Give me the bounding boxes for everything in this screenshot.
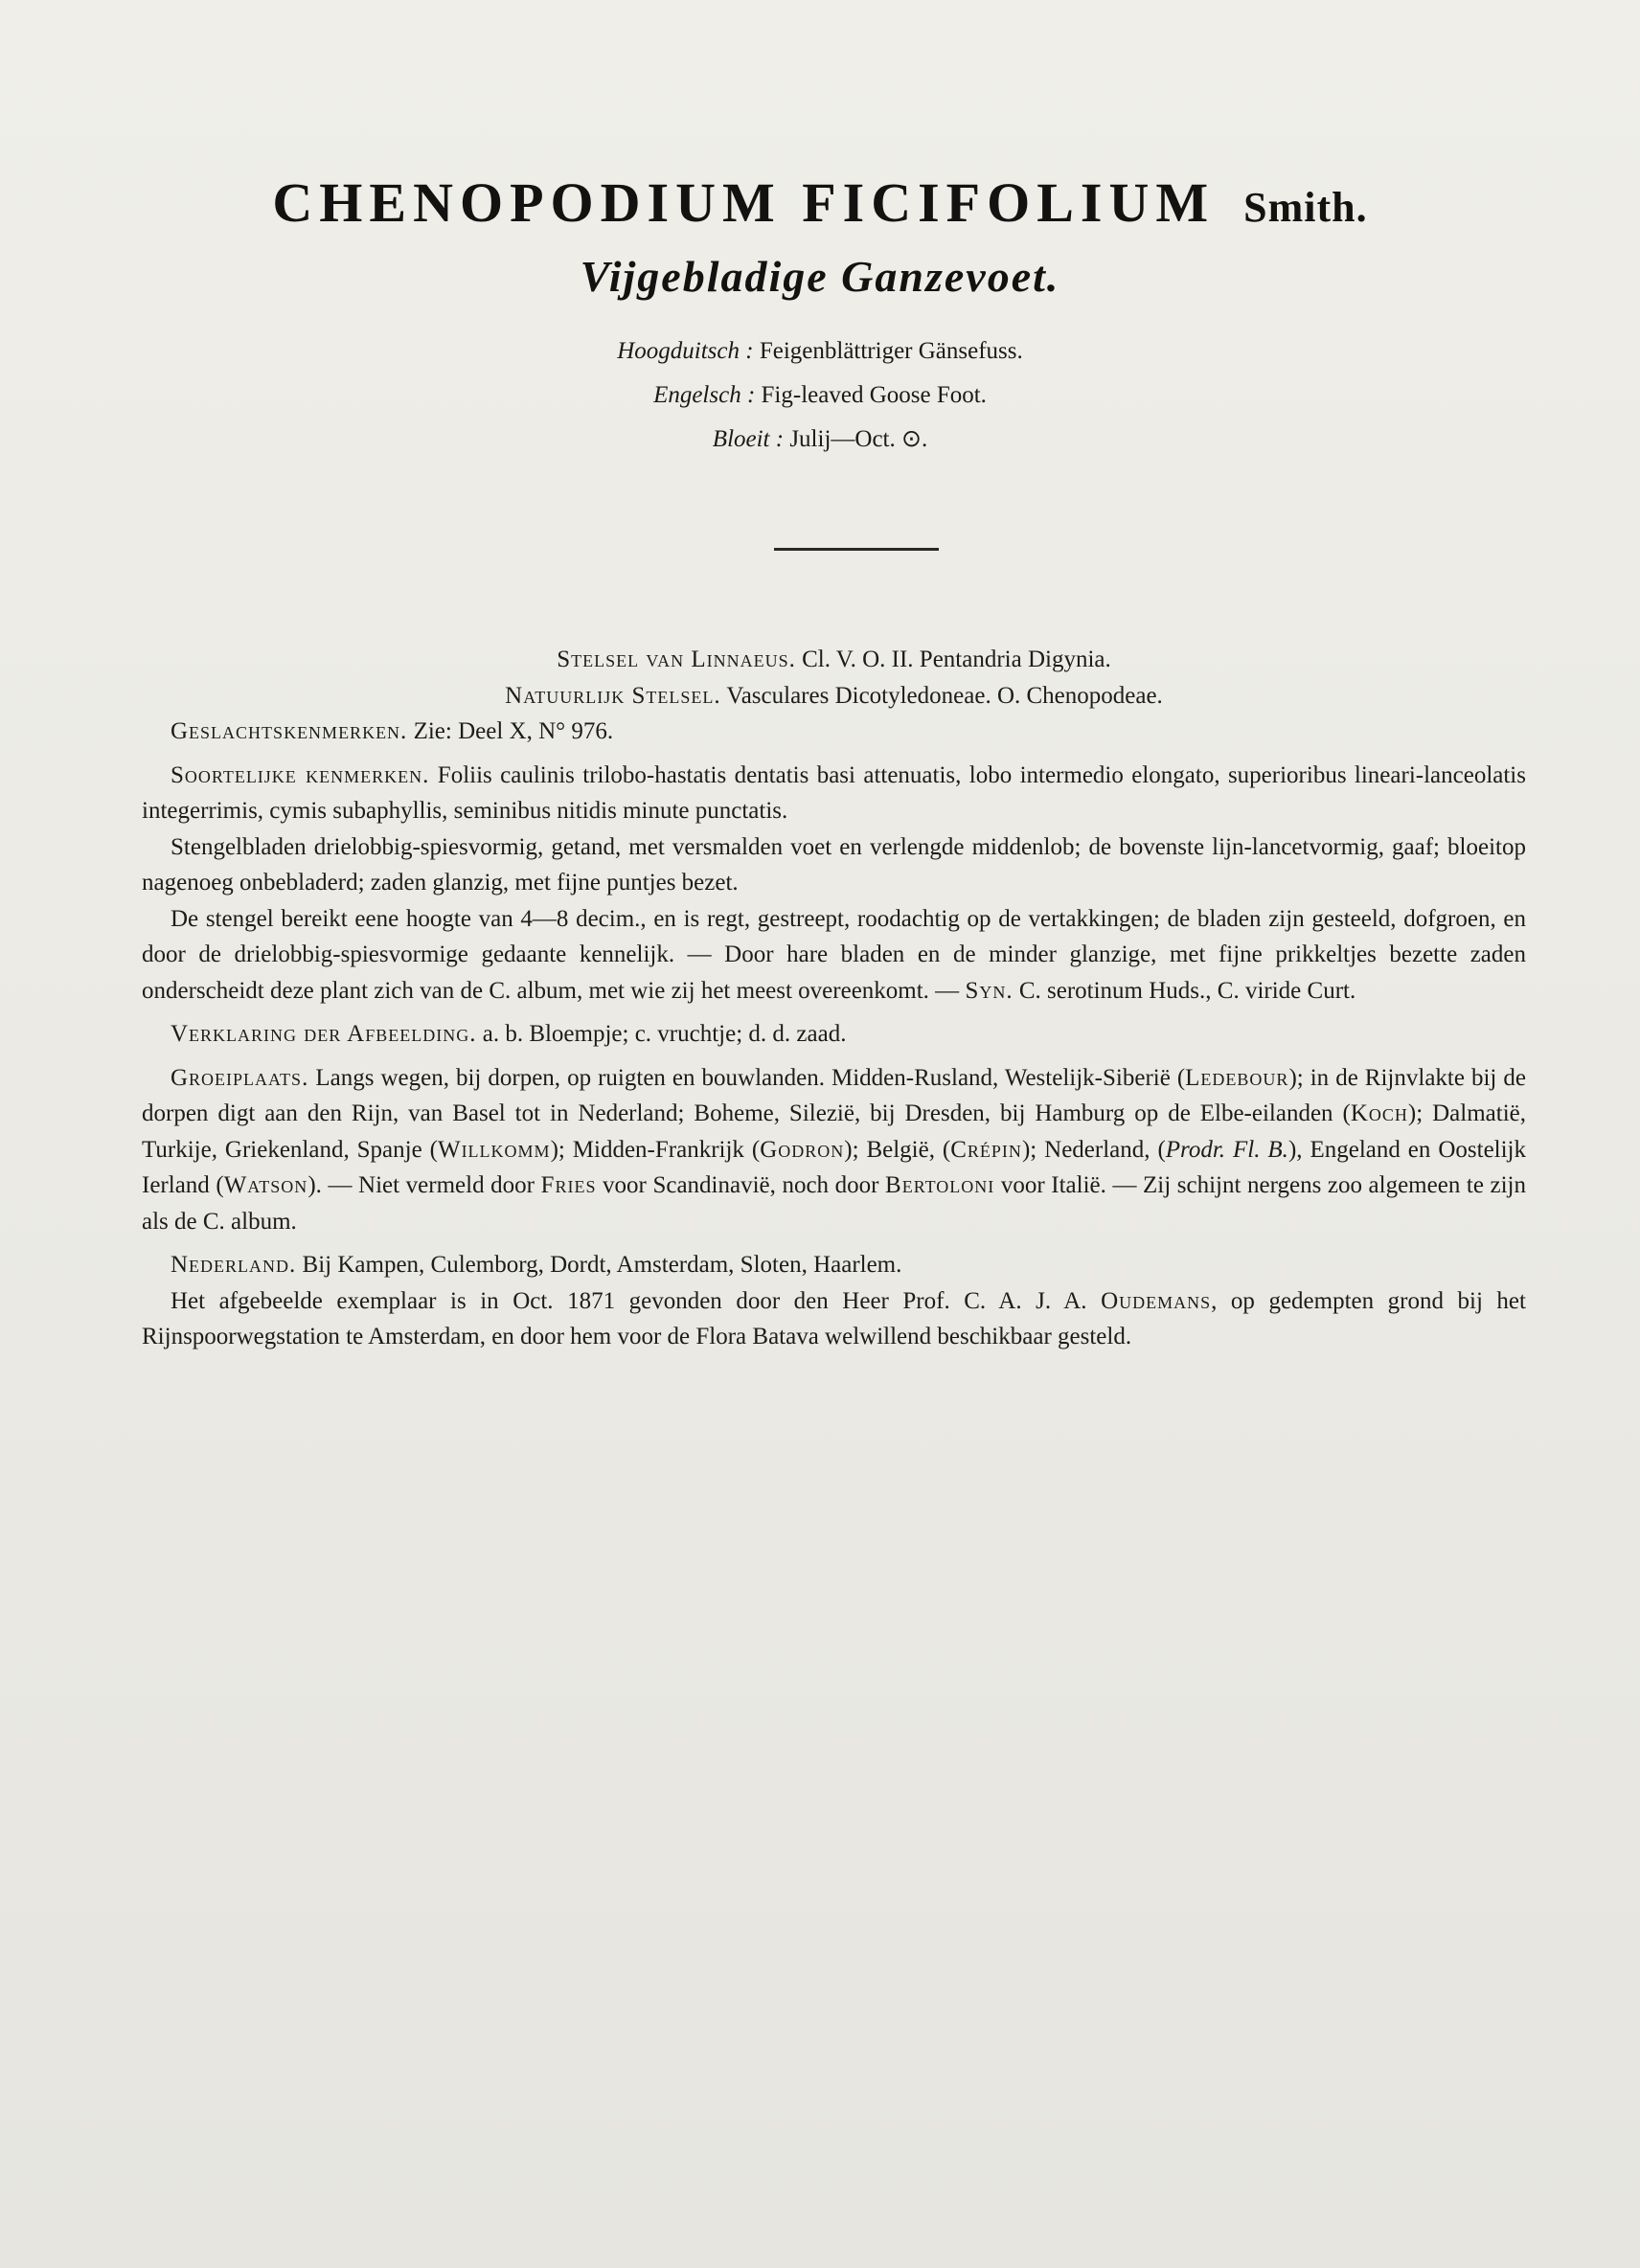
species-author: Smith.: [1243, 184, 1368, 231]
natural-system: Natuurlijk Stelsel. Vasculares Dicotyledoneae. O. Chenopodeae.: [505, 682, 1163, 709]
name-german: Hoogduitsch : Feigenblättriger Gänsefuss.: [617, 338, 1023, 364]
dutch-name: Vijgebladige Ganzevoet.: [580, 252, 1060, 301]
stem-description: De stengel bereikt eene hoogte van 4—8 decim., en is regt, gestreept, roodachtig op de vertakkingen; de bladen zijn gesteeld, dofgroen, en door de drielobbig-spiesvormige gedaante kennelijk. — Door hare bladen en de minder glanzige, met fijne prikkeltjes bezette zaden onderscheidt deze plant zich van de C. album, met wie zij het meest overeenkomt. — Syn. C. serotinum Huds., C. viride Curt.: [142, 905, 1526, 1004]
common-names: [0, 329, 1640, 462]
species-title: [0, 170, 1640, 235]
genus-characters: Geslachtskenmerken. Zie: Deel X, N° 976.: [171, 718, 614, 744]
netherlands-localities: Nederland. Bij Kampen, Culemborg, Dordt, Amsterdam, Sloten, Haarlem.: [171, 1252, 902, 1278]
name-english: Engelsch : Fig-leaved Goose Foot.: [653, 382, 987, 408]
stem-leaves-text: Stengelbladen drielobbig-spiesvormig, getand, met versmalden voet en verlengde middenlob; de bovenste lijn-lancetvormig, gaaf; bloeitop nagenoeg onbebladerd; zaden glanzig, met fijne puntjes bezet.: [142, 833, 1526, 896]
species-name: CHENOPODIUM FICIFOLIUM: [272, 171, 1216, 234]
habitat: Groeiplaats. Langs wegen, bij dorpen, op ruigten en bouwlanden. Midden-Rusland, Westelijk-Siberië (Ledebour); in de Rijnvlakte bij de dorpen digt aan den Rijn, van Basel tot in Nederland; Boheme, Silezië, bij Dresden, bij Hamburg op de Elbe-eilanden (Koch); Dalmatië, Turkije, Griekenland, Spanje (Willkomm); Midden-Frankrijk (Godron); België, (Crépin); Nederland, (Prodr. Fl. B.), Engeland en Oostelijk Ierland (Watson). — Niet vermeld door Fries voor Scandinavië, noch door Bertoloni voor Italië. — Zij schijnt nergens zoo algemeen te zijn als de C. album.: [142, 1064, 1527, 1235]
description-body: [142, 642, 1526, 1355]
divider-rule: [774, 548, 939, 551]
flowering-period: Bloeit : Julij—Oct. ⊙.: [712, 426, 928, 452]
species-characters: Soortelijke kenmerken. Foliis caulinis trilobo-hastatis dentatis basi attenuatis, lobo intermedio elongato, superioribus lineari-lanceolatis integerrimis, cymis subaphyllis, seminibus nitidis minute punctatis.: [142, 761, 1526, 824]
linnaeus-system: Stelsel van Linnaeus. Cl. V. O. II. Pentandria Digynia.: [557, 646, 1111, 672]
figure-explanation: Verklaring der Afbeelding. a. b. Bloempje; c. vruchtje; d. d. zaad.: [171, 1021, 847, 1047]
specimen-note: Het afgebeelde exemplaar is in Oct. 1871 gevonden door den Heer Prof. C. A. J. A. Oudemans, op gedempten grond bij het Rijnspoorwegstation te Amsterdam, en door hem voor de Flora Batava welwillend beschikbaar gesteld.: [142, 1287, 1526, 1349]
